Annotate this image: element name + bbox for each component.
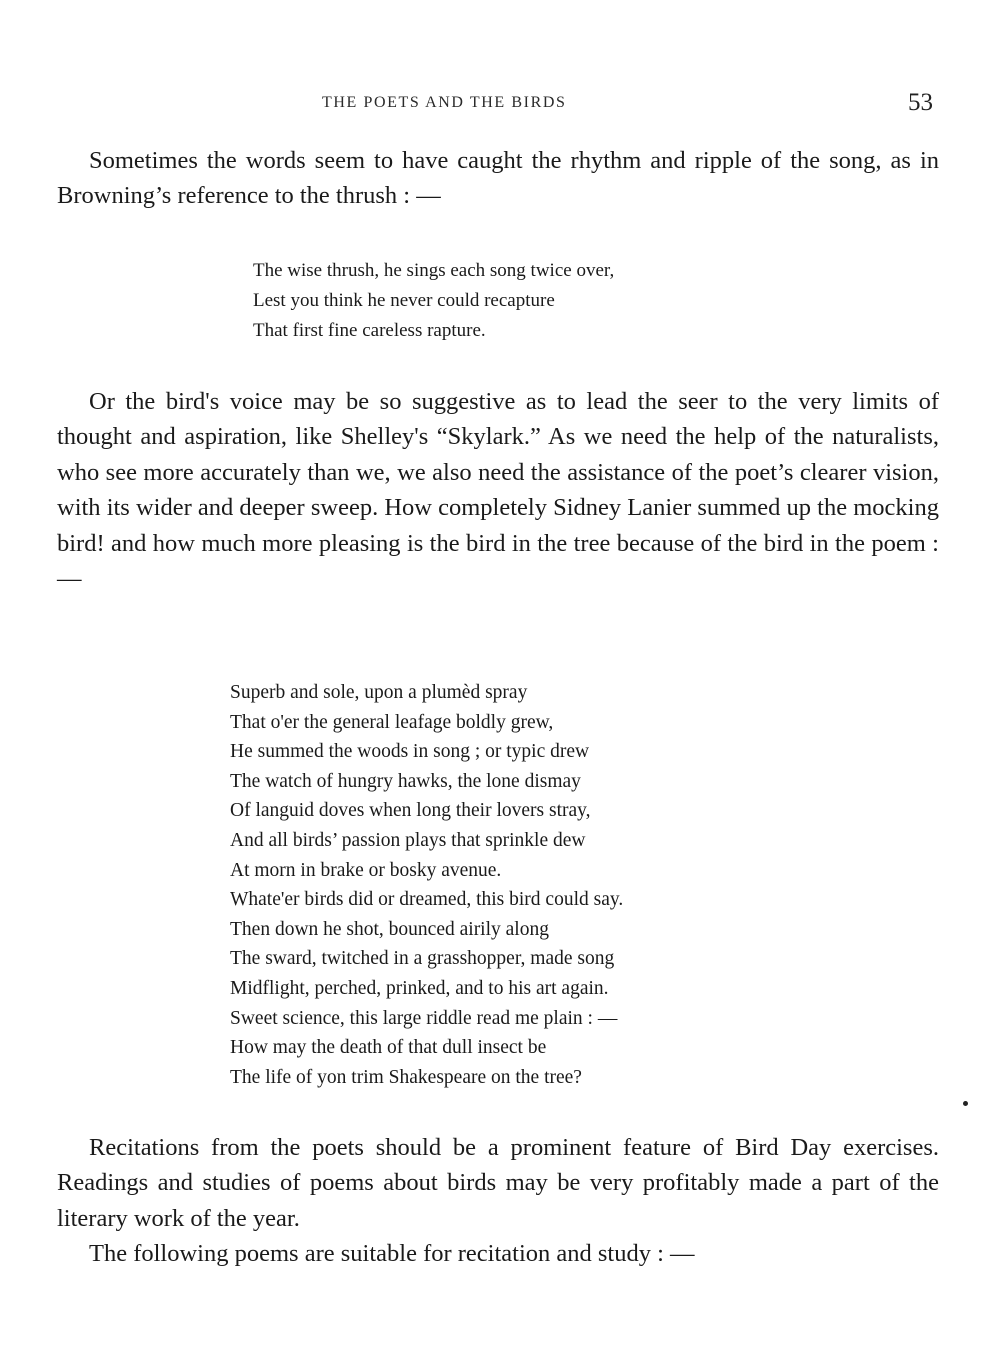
poem-line: He summed the woods in song ; or typic drew xyxy=(230,741,590,763)
poem-mocking-bird xyxy=(230,678,623,1092)
paragraph-shelley-lanier: Or the bird's voice may be so suggestive as to lead the seer to the very limits of thought and aspiration, like Shelley's “Skylark.” As we need the help of the naturalists, who see more accurately than we, we also need the assistance of the poet’s clearer vision, with its wider and deeper sweep. How completely Sidney Lanier summed up the mocking bird! and how much more pleasing is the bird in the tree because of the bird in the poem : — xyxy=(57,388,939,593)
running-head xyxy=(0,89,1001,122)
poem-line: The life of yon trim Shakespeare on the tree? xyxy=(230,1066,582,1088)
poem-line: That o'er the general leafage boldly grew, xyxy=(230,711,554,733)
poem-thrush xyxy=(253,256,614,346)
poem-line: At morn in brake or bosky avenue. xyxy=(230,859,502,881)
ink-speck xyxy=(963,1101,968,1106)
poem-line: How may the death of that dull insect be xyxy=(230,1037,547,1059)
poem-line: Of languid doves when long their lovers stray, xyxy=(230,800,591,822)
poem-line: And all birds’ passion plays that sprinkle dew xyxy=(230,829,586,851)
poem-line: The wise thrush, he sings each song twice over, xyxy=(253,260,615,281)
poem-line: Lest you think he never could recapture xyxy=(253,290,555,311)
poem-line: The sward, twitched in a grasshopper, made song xyxy=(230,948,615,970)
paragraph-following-poems: The following poems are suitable for recitation and study : — xyxy=(89,1240,695,1267)
page-number: 53 xyxy=(908,89,933,116)
poem-line: Midflight, perched, prinked, and to his art again. xyxy=(230,977,609,999)
running-title: THE POETS AND THE BIRDS xyxy=(322,94,567,111)
poem-line: Sweet science, this large riddle read me plain : — xyxy=(230,1007,618,1029)
paragraph-browning: Sometimes the words seem to have caught the rhythm and ripple of the song, as in Browning’s reference to the thrush : — xyxy=(57,147,939,210)
poem-line: The watch of hungry hawks, the lone dismay xyxy=(230,770,581,792)
poem-line: Superb and sole, upon a plumèd spray xyxy=(230,682,528,703)
paragraph-recitations: Recitations from the poets should be a prominent feature of Bird Day exercises. Readings and studies of poems about birds may be very profitably made a part of the literary work of the year. xyxy=(57,1134,939,1232)
poem-line: That first fine careless rapture. xyxy=(253,320,486,341)
poem-line: Then down he shot, bounced airily along xyxy=(230,918,549,940)
poem-line: Whate'er birds did or dreamed, this bird could say. xyxy=(230,889,624,911)
